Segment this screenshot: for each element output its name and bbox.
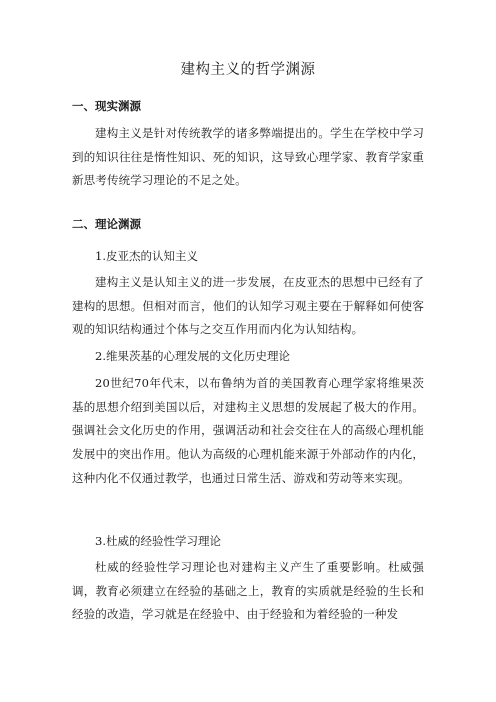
subsection-title-vygotsky: 2.维果茨基的心理发展的文化历史理论 [95, 349, 290, 363]
subsection-title-dewey: 3.杜威的经验性学习理论 [95, 534, 221, 548]
section-heading-theoretical-origin: 二、理论渊源 [72, 217, 141, 231]
paragraph-vygotsky: 20世纪70年代末，以布鲁纳为首的美国教育心理学家将维果茨基的思想介绍到美国以后，对建构主义思想的发展起了极大的作用。强调社会文化历史的作用，强调活动和社会交往在人的高级心理机能发展中的突出作用。他认为高级的心理机能来源于外部动作的内化，这种内化不仅通过教学，也通过日常生活、游戏和劳动等来实现。 [72, 376, 424, 485]
subsection-title-piaget: 1.皮亚杰的认知主义 [95, 249, 198, 263]
paragraph-practical-origin: 建构主义是针对传统教学的诸多弊端提出的。学生在学校中学习到的知识往往是惰性知识、死的知识，这导致心理学家、教育学家重新思考传统学习理论的不足之处。 [72, 126, 424, 188]
section-heading-practical-origin: 一、现实渊源 [72, 99, 141, 113]
paragraph-piaget: 建构主义是认知主义的进一步发展，在皮亚杰的思想中已经有了建构的思想。但相对而言，他们的认知学习观主要在于解释如何使客观的知识结构通过个体与之交互作用而内化为认知结构。 [72, 275, 424, 337]
document-title: 建构主义的哲学渊源 [180, 62, 316, 78]
paragraph-dewey: 杜威的经验性学习理论也对建构主义产生了重要影响。杜威强调，教育必须建立在经验的基础之上，教育的实质就是经验的生长和经验的改造，学习就是在经验中、由于经验和为着经验的一种发 [72, 560, 424, 622]
document-page [72, 0, 424, 702]
